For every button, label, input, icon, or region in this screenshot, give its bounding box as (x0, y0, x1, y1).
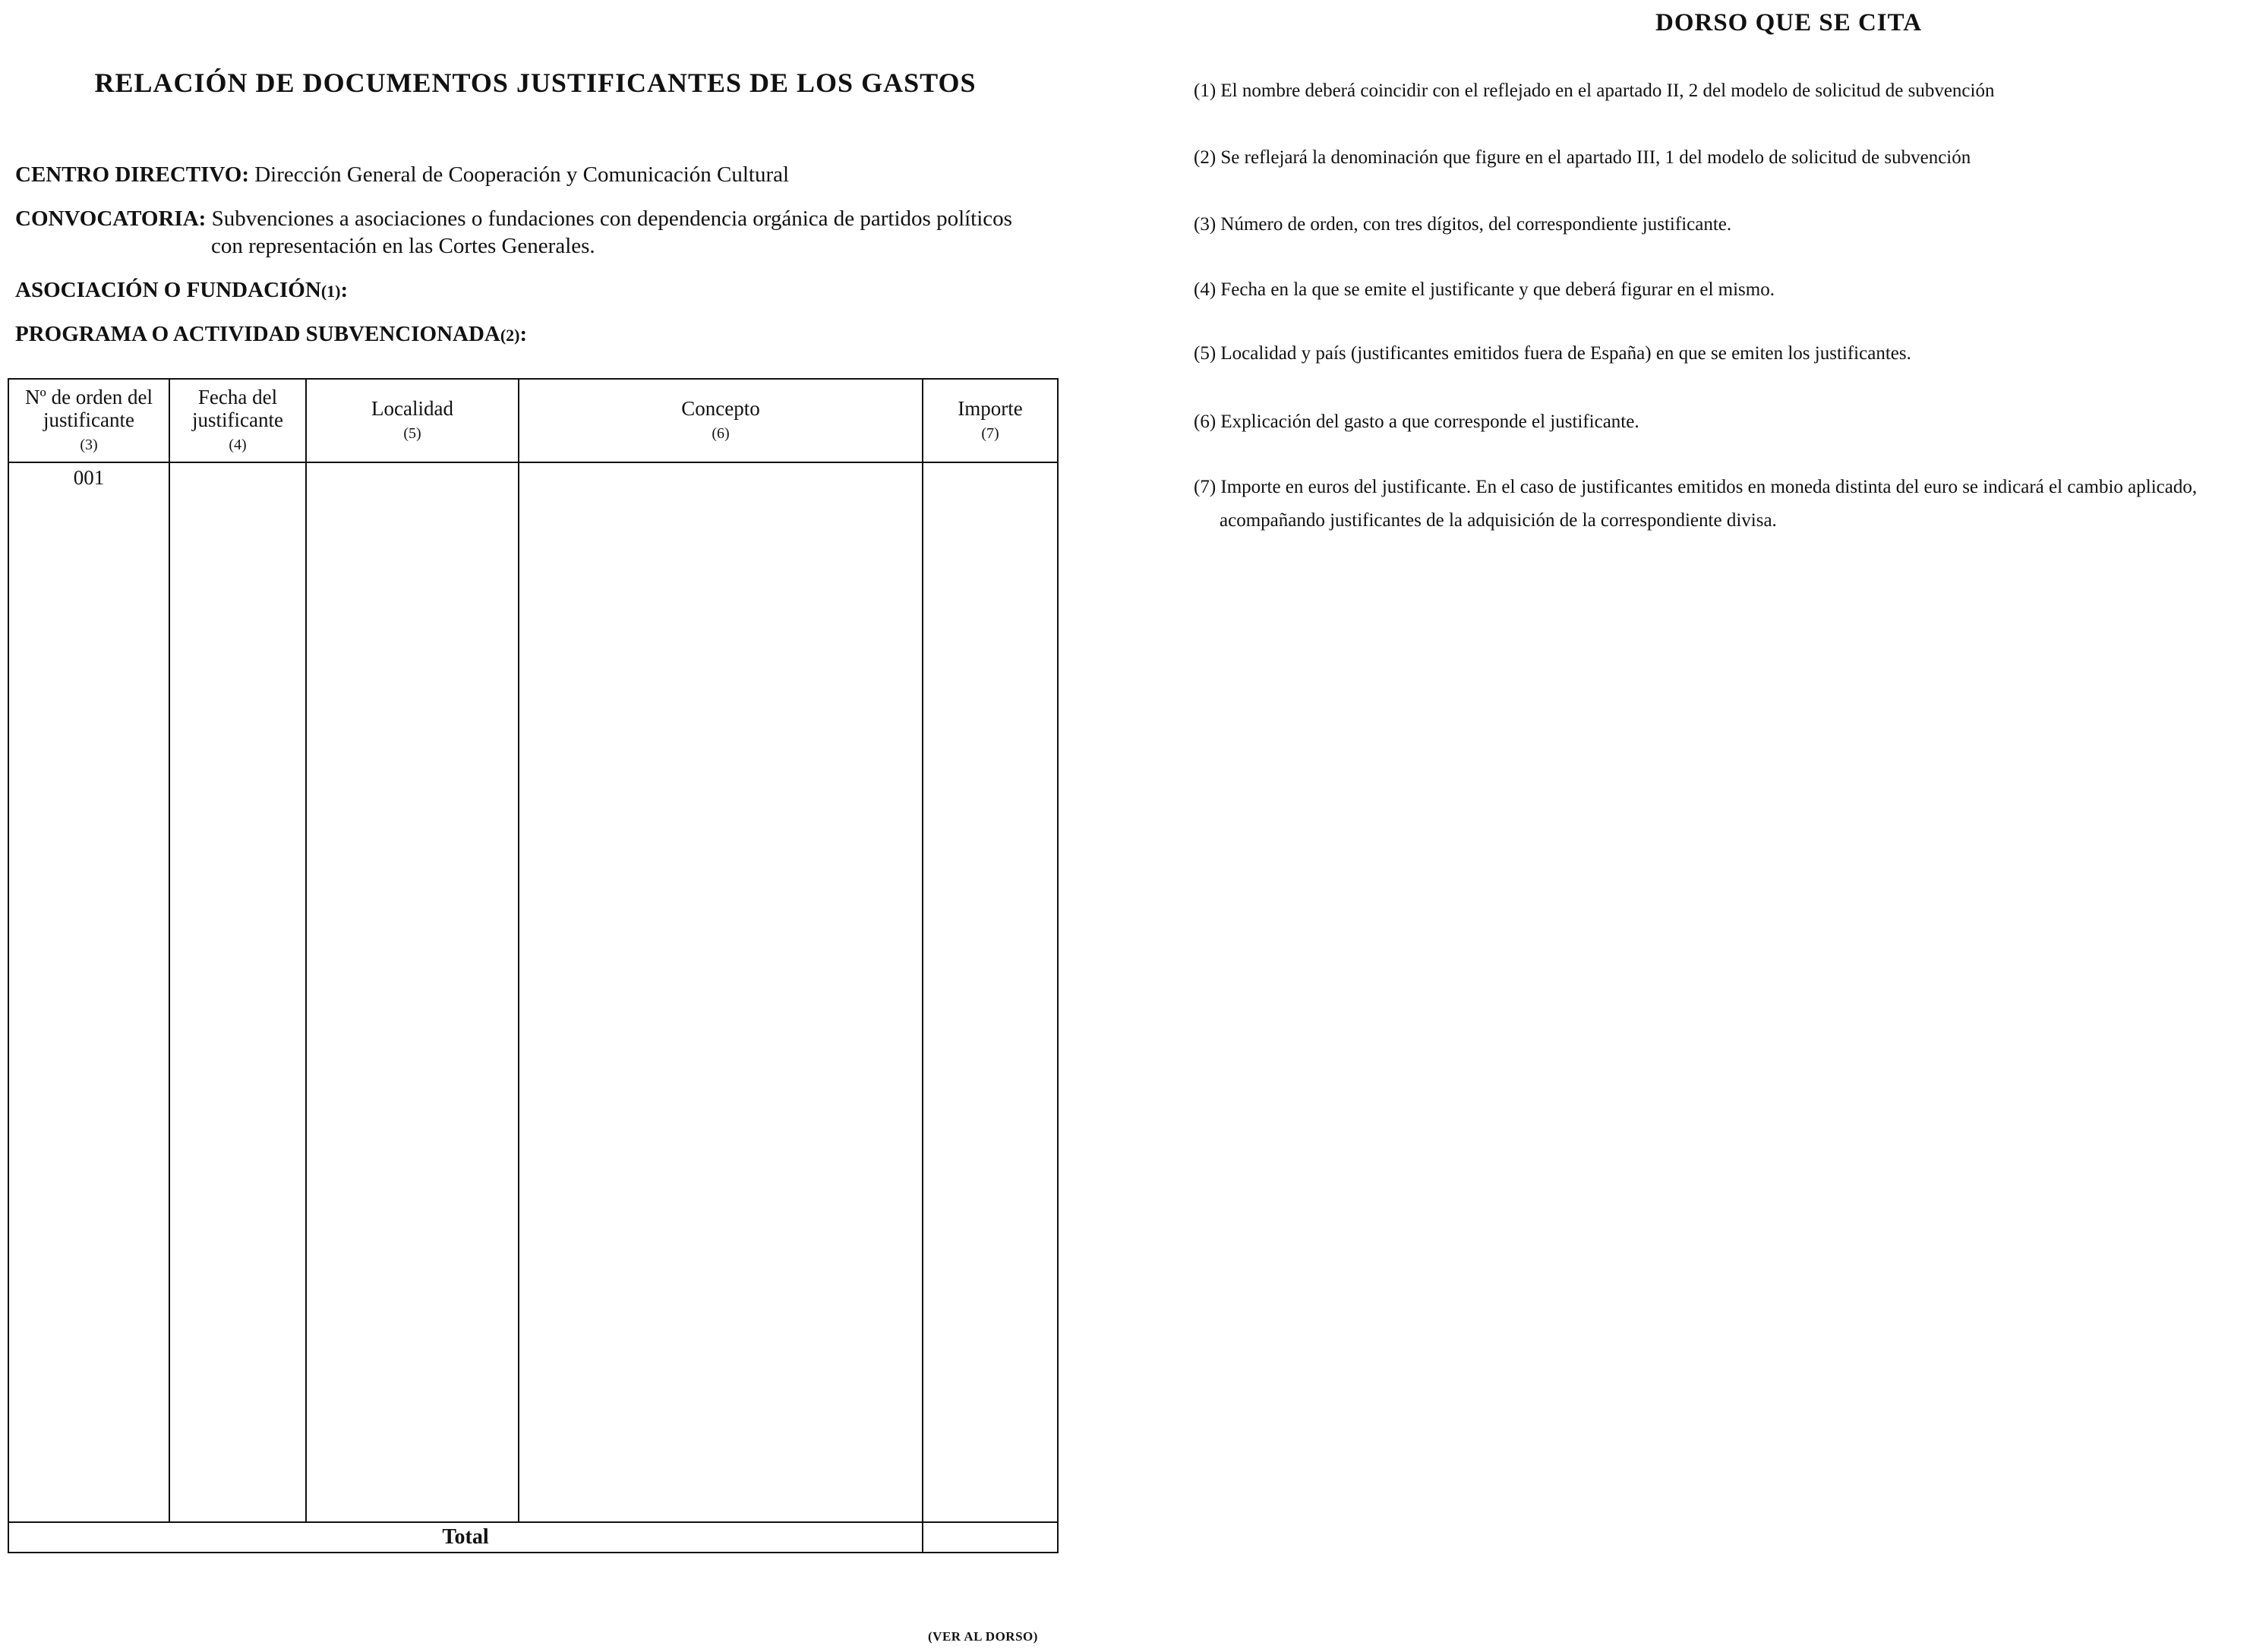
centro-directivo-value: Dirección General de Cooperación y Comunicación Cultural (254, 162, 790, 187)
convocatoria-value-line2: con representación en las Cortes Generales. (211, 234, 595, 258)
note-6: (6) Explicación del gasto a que corresponde el justificante. (1194, 411, 1639, 432)
table-row (8, 462, 1058, 1522)
header-importe-ref: (7) (981, 425, 999, 442)
convocatoria-label: CONVOCATORIA: (15, 206, 207, 231)
header-localidad-ref: (5) (403, 425, 421, 442)
programa-colon: : (519, 322, 528, 346)
table-header-row (8, 379, 1058, 462)
header-numero-line1: Nº de orden del (24, 386, 153, 408)
header-importe-label: Importe (958, 397, 1023, 420)
header-fecha-line2: justificante (192, 408, 283, 431)
ver-dorso-note: (VER AL DORSO) (928, 1629, 1038, 1644)
cell-importe[interactable] (923, 462, 1058, 1522)
header-concepto-label: Concepto (681, 397, 760, 420)
total-importe-cell[interactable] (923, 1522, 1058, 1553)
header-fecha-ref: (4) (229, 437, 247, 453)
asociacion-label: ASOCIACIÓN O FUNDACIÓN (15, 278, 321, 302)
header-fecha (169, 379, 306, 462)
asociacion-colon: : (340, 278, 349, 302)
asociacion-ref: (1) (320, 282, 341, 301)
expense-table-container (8, 378, 1057, 1553)
header-fecha-line1: Fecha del (197, 386, 278, 408)
expense-table (8, 378, 1059, 1553)
header-numero-ref: (3) (80, 437, 98, 453)
note-2: (2) Se reflejará la denominación que figure en el apartado III, 1 del modelo de solicitud de subvención (1194, 147, 1971, 168)
note-5: (5) Localidad y país (justificantes emitidos fuera de España) en que se emiten los justificantes. (1194, 343, 1911, 364)
cell-numero-orden[interactable]: 001 (8, 462, 169, 1522)
centro-directivo-field (15, 162, 789, 188)
cell-localidad[interactable] (306, 462, 519, 1522)
note-4: (4) Fecha en la que se emite el justificante y que deberá figurar en el mismo. (1194, 279, 1775, 300)
cell-fecha[interactable] (169, 462, 306, 1522)
total-row (8, 1522, 1058, 1553)
header-importe (923, 379, 1058, 462)
header-concepto (519, 379, 923, 462)
programa-label: PROGRAMA O ACTIVIDAD SUBVENCIONADA (15, 322, 500, 346)
note-7: (7) Importe en euros del justificante. En el caso de justificantes emitidos en moneda distinta del euro se indicará el cambio aplicado, (1194, 477, 2198, 497)
dorso-title: DORSO QUE SE CITA (1655, 9, 1923, 36)
cell-concepto[interactable] (519, 462, 923, 1522)
asociacion-field (15, 278, 348, 303)
header-numero-line2: justificante (43, 408, 134, 431)
header-numero-orden (8, 379, 169, 462)
header-concepto-ref: (6) (712, 425, 730, 442)
note-1: (1) El nombre deberá coincidir con el reflejado en el apartado II, 2 del modelo de solicitud de subvención (1194, 80, 1995, 101)
note-3: (3) Número de orden, con tres dígitos, del correspondiente justificante. (1194, 214, 1732, 235)
note-7-continuation: acompañando justificantes de la adquisición de la correspondiente divisa. (1220, 510, 1777, 531)
convocatoria-field (15, 206, 1012, 232)
centro-directivo-label: CENTRO DIRECTIVO: (15, 162, 249, 187)
header-localidad (306, 379, 519, 462)
convocatoria-value-line1: Subvenciones a asociaciones o fundaciones con dependencia orgánica de partidos políticos (211, 206, 1012, 231)
form-title: RELACIÓN DE DOCUMENTOS JUSTIFICANTES DE LOS GASTOS (94, 68, 977, 98)
programa-field (15, 322, 527, 347)
programa-ref: (2) (500, 326, 520, 345)
total-label: Total (8, 1522, 923, 1553)
header-localidad-label: Localidad (371, 397, 453, 420)
